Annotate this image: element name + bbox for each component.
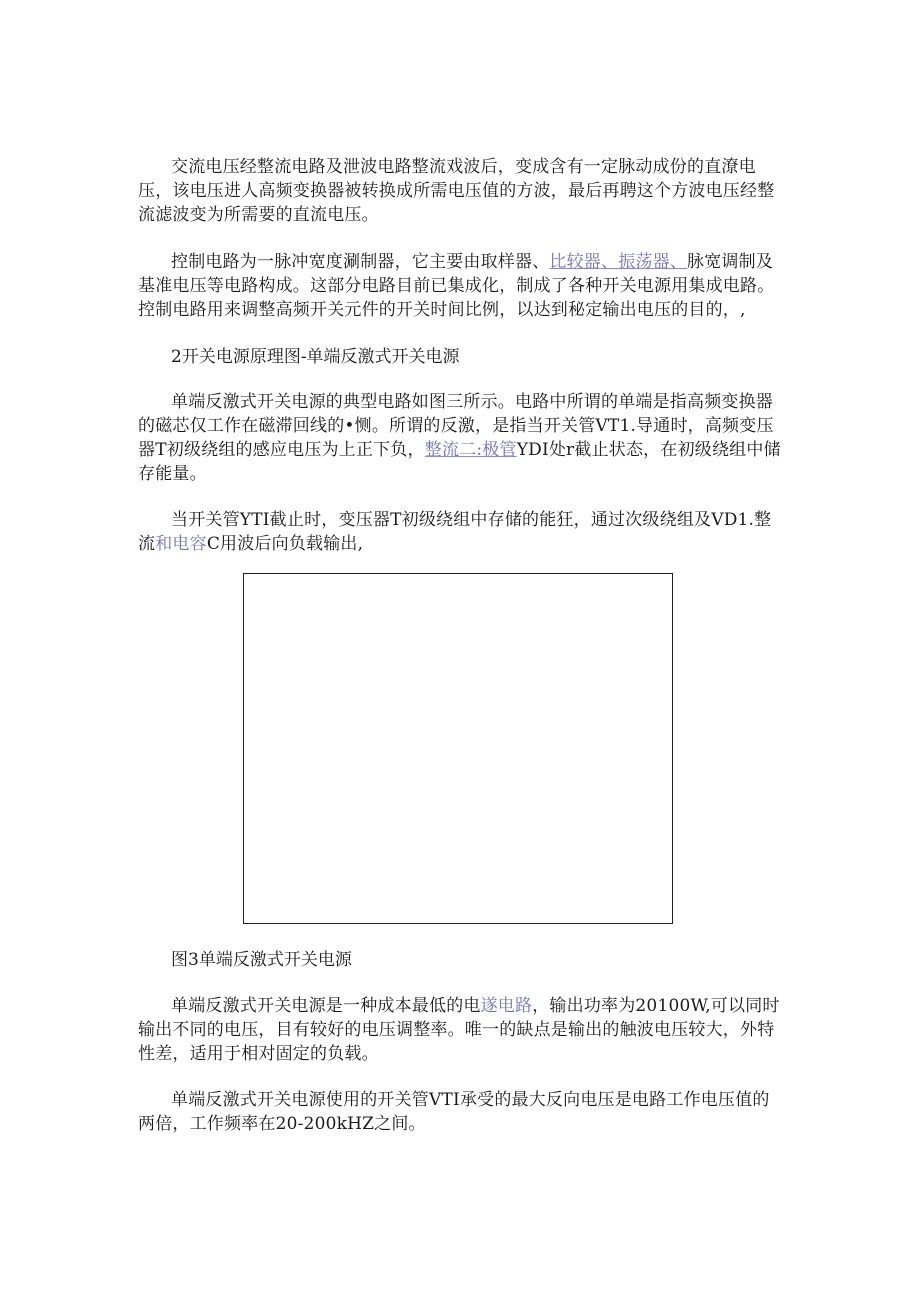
paragraph-switch-off (138, 508, 783, 556)
link-comparator[interactable]: 比较器、 (549, 252, 619, 272)
paragraph-flyback-advantages (138, 994, 783, 1066)
paragraph-text: 单端反激式开关电源的典型电路如图三所示。电路中所谓的单端是指高频变换器的磁芯仅工作在磁滞回线的•恻。所谓的反激，是指当开关管VT1.导通时，高频变压器T初级绕组的感应电压为上正下负， (138, 392, 774, 460)
link-circuit[interactable]: 遂电路 (480, 996, 533, 1016)
paragraph-text: 当开关管YTI截止时，变压器T初级绕组中存储的能狂，通过次级绕组及VD1.整流 (138, 510, 772, 554)
paragraph-rectifier-intro: 交流电压经整流电路及泄波电路整流戏波后，变成含有一定脉动成份的直潦电压，该电压进人高频变换器被转换成所需电压值的方波，最后再聘这个方波电压经整流滤波变为所需要的直流电压。 (138, 157, 775, 225)
link-capacitor[interactable]: 和电容 (155, 534, 207, 554)
paragraph-text: ，输出功率为20100W,可以同时输出不同的电压，目有较好的电压调整率。唯一的缺点是输出的触波电压较大，外特性差，适用于相对固定的负载。 (138, 996, 780, 1064)
figure-caption: 图3单端反激式开关电源 (171, 950, 352, 970)
paragraph-flyback-description (138, 390, 783, 486)
paragraph-text: 单端反激式开关电源是一种成本最低的电 (171, 996, 481, 1016)
link-rectifier-diode[interactable]: 整流二:极管 (424, 440, 517, 460)
link-oscillator[interactable]: 振荡器、 (618, 252, 688, 272)
paragraph-text: YDI处r截止状态，在初级绕组中储存能量。 (138, 440, 781, 484)
figure-placeholder (243, 573, 673, 924)
paragraph-switch-voltage: 单端反激式开关电源使用的开关管VTI承受的最大反向电压是电路工作电压值的两倍，工作频率在20-200kHZ之间。 (138, 1090, 770, 1134)
paragraph-control-circuit (138, 250, 783, 322)
paragraph-text: 控制电路为一脉冲宽度涮制器，它主要由取样器、 (171, 252, 550, 272)
paragraph-text: 脉宽调制及基准电压等电路构成。这部分电路目前已集成化，制成了各种开关电源用集成电路。控制电路用来调整高频开关元件的开关时间比例，以达到秘定输出电压的目的，, (138, 252, 775, 320)
paragraph-text: C用波后向负载输出, (206, 534, 364, 554)
section-heading: 2开关电源原理图-单端反激式开关电源 (171, 347, 460, 367)
